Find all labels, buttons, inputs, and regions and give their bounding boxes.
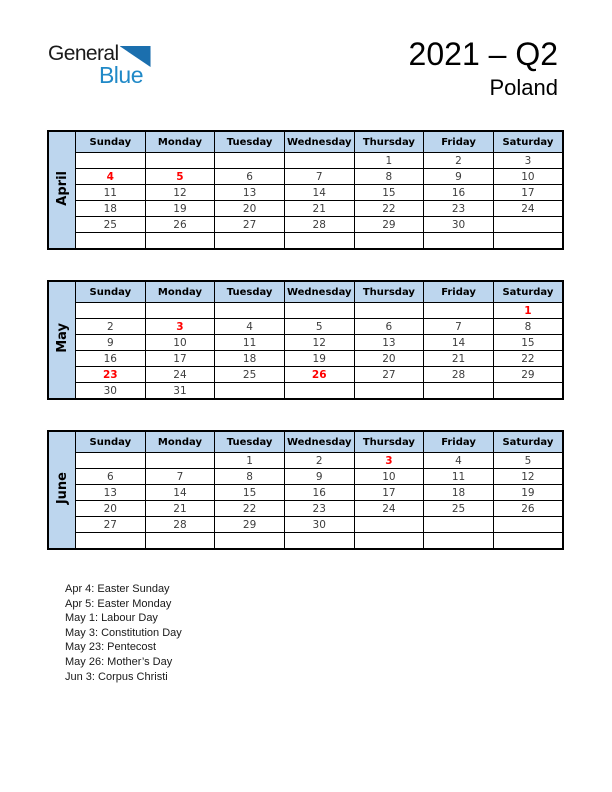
day-cell-april-20: 20	[215, 201, 285, 217]
week-row	[48, 169, 563, 185]
weekday-header-row	[48, 281, 563, 303]
day-cell-empty	[215, 233, 285, 250]
day-cell-may-20: 20	[354, 351, 424, 367]
week-row	[48, 501, 563, 517]
week-row	[48, 453, 563, 469]
day-cell-empty	[424, 233, 494, 250]
day-cell-june-29: 29	[215, 517, 285, 533]
day-cell-june-22: 22	[215, 501, 285, 517]
day-cell-april-25: 25	[76, 217, 146, 233]
day-cell-april-19: 19	[145, 201, 215, 217]
calendar-table-may	[47, 280, 564, 400]
calendar-section	[47, 130, 564, 580]
day-cell-april-7: 7	[284, 169, 354, 185]
week-row	[48, 485, 563, 501]
calendar-table-june	[47, 430, 564, 550]
day-cell-may-29: 29	[493, 367, 563, 383]
weekday-header-saturday: Saturday	[493, 281, 563, 303]
week-row	[48, 517, 563, 533]
day-cell-may-28: 28	[424, 367, 494, 383]
day-cell-may-12: 12	[284, 335, 354, 351]
day-cell-may-10: 10	[145, 335, 215, 351]
day-cell-empty	[215, 383, 285, 400]
day-cell-april-4: 4	[76, 169, 146, 185]
holiday-legend	[65, 582, 182, 684]
day-cell-june-30: 30	[284, 517, 354, 533]
week-row	[48, 367, 563, 383]
day-cell-june-5: 5	[493, 453, 563, 469]
month-label-april: April	[54, 170, 70, 206]
day-cell-june-3: 3	[354, 453, 424, 469]
weekday-header-friday: Friday	[424, 431, 494, 453]
day-cell-may-4: 4	[215, 319, 285, 335]
day-cell-empty	[284, 233, 354, 250]
day-cell-june-12: 12	[493, 469, 563, 485]
day-cell-april-1: 1	[354, 153, 424, 169]
day-cell-june-20: 20	[76, 501, 146, 517]
day-cell-empty	[354, 517, 424, 533]
month-label-june: June	[54, 471, 70, 505]
month-label-cell-april	[48, 131, 76, 249]
day-cell-empty	[493, 517, 563, 533]
holiday-legend-item: May 1: Labour Day	[65, 612, 158, 625]
day-cell-empty	[424, 517, 494, 533]
day-cell-empty	[284, 153, 354, 169]
week-row	[48, 351, 563, 367]
day-cell-may-24: 24	[145, 367, 215, 383]
day-cell-april-18: 18	[76, 201, 146, 217]
weekday-header-wednesday: Wednesday	[284, 431, 354, 453]
month-label-cell-june	[48, 431, 76, 549]
weekday-header-wednesday: Wednesday	[284, 131, 354, 153]
page-title: 2021 – Q2	[408, 36, 558, 72]
day-cell-june-28: 28	[145, 517, 215, 533]
day-cell-june-13: 13	[76, 485, 146, 501]
day-cell-empty	[145, 453, 215, 469]
day-cell-empty	[354, 533, 424, 550]
day-cell-may-15: 15	[493, 335, 563, 351]
day-cell-may-11: 11	[215, 335, 285, 351]
day-cell-empty	[145, 533, 215, 550]
week-row	[48, 233, 563, 250]
week-row	[48, 469, 563, 485]
day-cell-april-15: 15	[354, 185, 424, 201]
weekday-header-saturday: Saturday	[493, 431, 563, 453]
day-cell-june-24: 24	[354, 501, 424, 517]
week-row	[48, 217, 563, 233]
day-cell-april-11: 11	[76, 185, 146, 201]
day-cell-may-3: 3	[145, 319, 215, 335]
day-cell-empty	[215, 153, 285, 169]
holiday-legend-item: Apr 5: Easter Monday	[65, 597, 172, 610]
day-cell-may-1: 1	[493, 303, 563, 319]
holiday-legend-item: May 3: Constitution Day	[65, 626, 182, 639]
day-cell-may-22: 22	[493, 351, 563, 367]
day-cell-may-2: 2	[76, 319, 146, 335]
day-cell-april-10: 10	[493, 169, 563, 185]
day-cell-empty	[215, 303, 285, 319]
logo-text-blue: Blue	[98, 62, 143, 88]
day-cell-june-11: 11	[424, 469, 494, 485]
weekday-header-thursday: Thursday	[354, 281, 424, 303]
month-label-cell-may	[48, 281, 76, 399]
weekday-header-sunday: Sunday	[76, 281, 146, 303]
day-cell-empty	[354, 383, 424, 400]
day-cell-empty	[145, 303, 215, 319]
day-cell-june-7: 7	[145, 469, 215, 485]
week-row	[48, 153, 563, 169]
day-cell-april-12: 12	[145, 185, 215, 201]
day-cell-june-17: 17	[354, 485, 424, 501]
day-cell-may-31: 31	[145, 383, 215, 400]
week-row	[48, 335, 563, 351]
day-cell-empty	[354, 233, 424, 250]
weekday-header-monday: Monday	[145, 281, 215, 303]
weekday-header-thursday: Thursday	[354, 131, 424, 153]
weekday-header-sunday: Sunday	[76, 131, 146, 153]
day-cell-june-6: 6	[76, 469, 146, 485]
day-cell-april-26: 26	[145, 217, 215, 233]
day-cell-empty	[354, 303, 424, 319]
day-cell-empty	[76, 453, 146, 469]
day-cell-june-1: 1	[215, 453, 285, 469]
weekday-header-saturday: Saturday	[493, 131, 563, 153]
day-cell-empty	[493, 217, 563, 233]
day-cell-june-18: 18	[424, 485, 494, 501]
day-cell-empty	[493, 533, 563, 550]
day-cell-may-26: 26	[284, 367, 354, 383]
day-cell-may-8: 8	[493, 319, 563, 335]
day-cell-june-26: 26	[493, 501, 563, 517]
weekday-header-thursday: Thursday	[354, 431, 424, 453]
day-cell-empty	[145, 153, 215, 169]
holiday-legend-item: Apr 4: Easter Sunday	[65, 583, 170, 595]
day-cell-may-17: 17	[145, 351, 215, 367]
title-block	[409, 38, 558, 101]
weekday-header-tuesday: Tuesday	[215, 281, 285, 303]
day-cell-june-4: 4	[424, 453, 494, 469]
logo-text-general: General	[48, 42, 119, 65]
week-row	[48, 303, 563, 319]
weekday-header-tuesday: Tuesday	[215, 431, 285, 453]
day-cell-april-3: 3	[493, 153, 563, 169]
week-row	[48, 383, 563, 400]
day-cell-april-30: 30	[424, 217, 494, 233]
holiday-legend-item: May 26: Mother’s Day	[65, 655, 173, 668]
day-cell-april-21: 21	[284, 201, 354, 217]
day-cell-empty	[493, 233, 563, 250]
week-row	[48, 185, 563, 201]
weekday-header-wednesday: Wednesday	[284, 281, 354, 303]
day-cell-may-5: 5	[284, 319, 354, 335]
day-cell-april-8: 8	[354, 169, 424, 185]
day-cell-april-28: 28	[284, 217, 354, 233]
day-cell-june-9: 9	[284, 469, 354, 485]
day-cell-empty	[76, 303, 146, 319]
day-cell-empty	[424, 533, 494, 550]
day-cell-april-2: 2	[424, 153, 494, 169]
day-cell-empty	[76, 233, 146, 250]
day-cell-empty	[145, 233, 215, 250]
day-cell-may-18: 18	[215, 351, 285, 367]
day-cell-june-14: 14	[145, 485, 215, 501]
weekday-header-sunday: Sunday	[76, 431, 146, 453]
week-row	[48, 533, 563, 550]
day-cell-empty	[76, 153, 146, 169]
day-cell-april-27: 27	[215, 217, 285, 233]
day-cell-may-14: 14	[424, 335, 494, 351]
day-cell-april-14: 14	[284, 185, 354, 201]
day-cell-april-13: 13	[215, 185, 285, 201]
day-cell-april-16: 16	[424, 185, 494, 201]
day-cell-april-23: 23	[424, 201, 494, 217]
day-cell-may-9: 9	[76, 335, 146, 351]
weekday-header-monday: Monday	[145, 431, 215, 453]
day-cell-empty	[284, 533, 354, 550]
day-cell-may-27: 27	[354, 367, 424, 383]
weekday-header-row	[48, 431, 563, 453]
day-cell-april-6: 6	[215, 169, 285, 185]
day-cell-june-19: 19	[493, 485, 563, 501]
day-cell-may-7: 7	[424, 319, 494, 335]
week-row	[48, 201, 563, 217]
day-cell-empty	[215, 533, 285, 550]
day-cell-june-16: 16	[284, 485, 354, 501]
day-cell-empty	[424, 383, 494, 400]
day-cell-april-5: 5	[145, 169, 215, 185]
day-cell-may-19: 19	[284, 351, 354, 367]
day-cell-empty	[76, 533, 146, 550]
day-cell-may-25: 25	[215, 367, 285, 383]
day-cell-april-17: 17	[493, 185, 563, 201]
holiday-legend-item: Jun 3: Corpus Christi	[65, 670, 168, 683]
day-cell-june-25: 25	[424, 501, 494, 517]
day-cell-april-9: 9	[424, 169, 494, 185]
day-cell-may-16: 16	[76, 351, 146, 367]
day-cell-june-8: 8	[215, 469, 285, 485]
month-label-may: May	[54, 323, 70, 353]
day-cell-may-23: 23	[76, 367, 146, 383]
day-cell-june-23: 23	[284, 501, 354, 517]
day-cell-empty	[493, 383, 563, 400]
day-cell-may-30: 30	[76, 383, 146, 400]
day-cell-empty	[284, 303, 354, 319]
day-cell-june-27: 27	[76, 517, 146, 533]
day-cell-may-21: 21	[424, 351, 494, 367]
day-cell-may-13: 13	[354, 335, 424, 351]
holiday-legend-item: May 23: Pentecost	[65, 641, 157, 654]
day-cell-june-2: 2	[284, 453, 354, 469]
day-cell-april-29: 29	[354, 217, 424, 233]
week-row	[48, 319, 563, 335]
day-cell-may-6: 6	[354, 319, 424, 335]
weekday-header-row	[48, 131, 563, 153]
calendar-table-april	[47, 130, 564, 250]
day-cell-june-21: 21	[145, 501, 215, 517]
day-cell-april-24: 24	[493, 201, 563, 217]
logo	[48, 43, 143, 87]
weekday-header-monday: Monday	[145, 131, 215, 153]
day-cell-june-10: 10	[354, 469, 424, 485]
day-cell-empty	[284, 383, 354, 400]
weekday-header-friday: Friday	[424, 281, 494, 303]
page-subtitle: Poland	[489, 74, 558, 100]
weekday-header-tuesday: Tuesday	[215, 131, 285, 153]
weekday-header-friday: Friday	[424, 131, 494, 153]
day-cell-june-15: 15	[215, 485, 285, 501]
day-cell-april-22: 22	[354, 201, 424, 217]
day-cell-empty	[424, 303, 494, 319]
